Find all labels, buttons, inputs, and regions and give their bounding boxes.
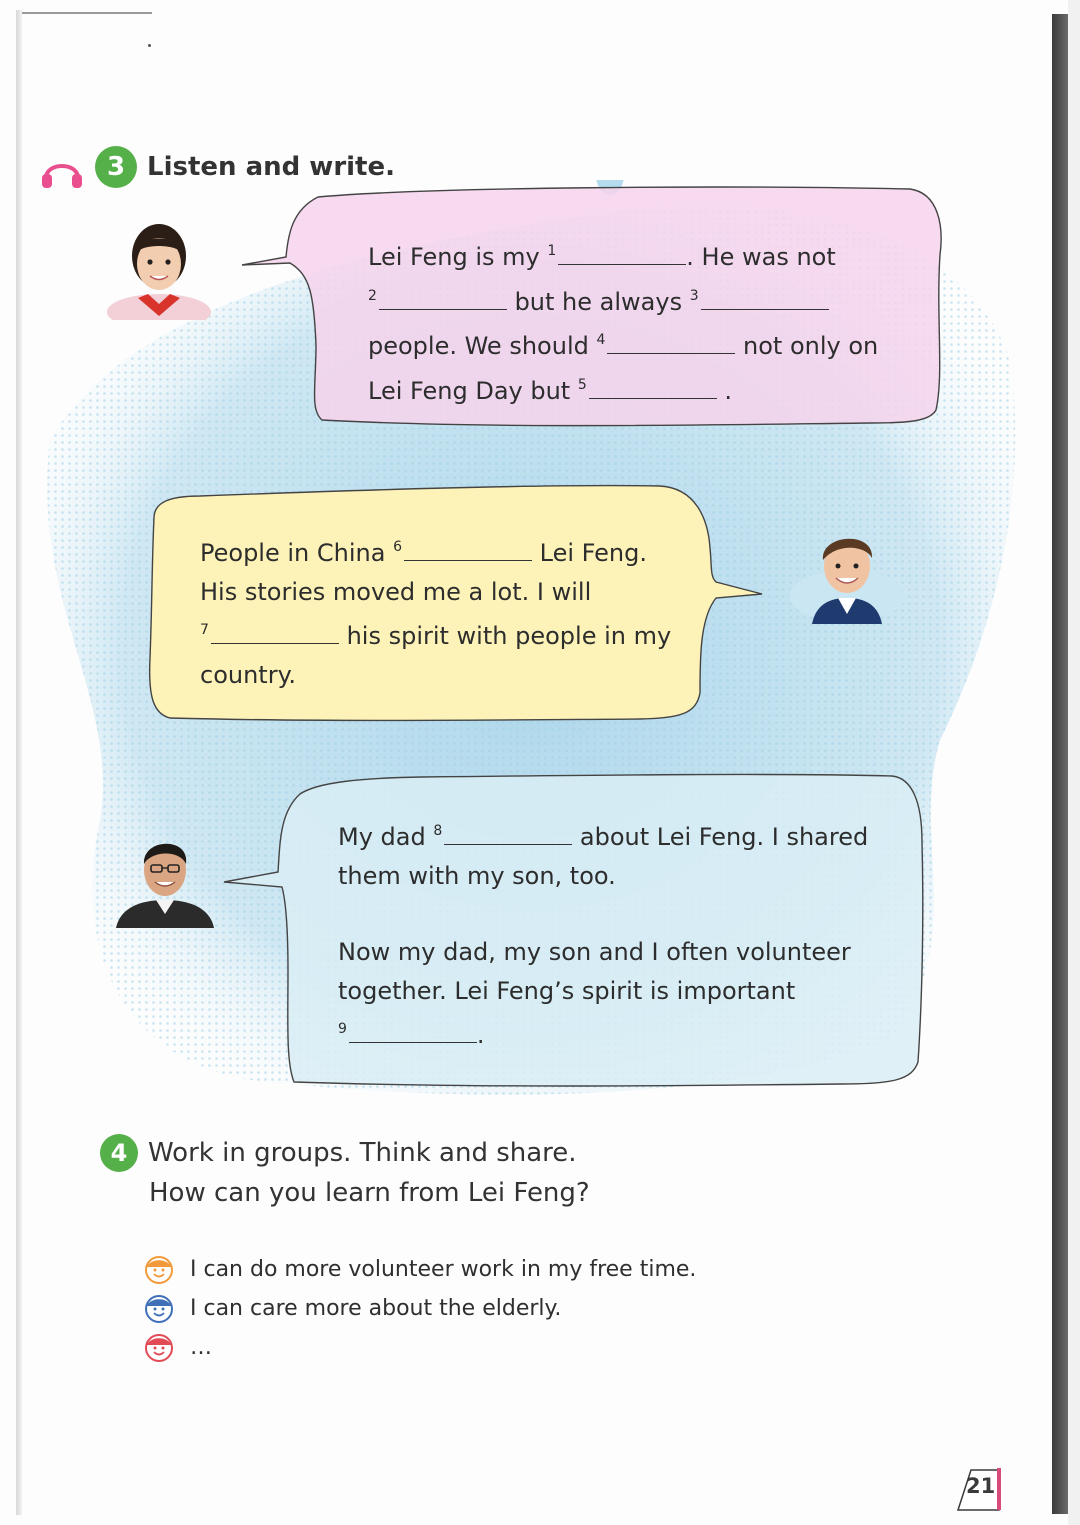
blank-number: 1 bbox=[547, 243, 557, 259]
text-run: people. We should bbox=[368, 332, 597, 360]
text-run: his spirit with people in my bbox=[346, 622, 672, 650]
text-run: His stories moved me a lot. I will bbox=[200, 577, 592, 606]
text-run: Lei Feng is my bbox=[368, 243, 548, 271]
blank-number: 8 bbox=[433, 823, 443, 839]
smiley-red-icon bbox=[144, 1333, 174, 1363]
text-run: . bbox=[476, 1021, 485, 1049]
section-number-badge: 3 bbox=[95, 146, 137, 188]
boy-avatar bbox=[790, 518, 905, 624]
text-run: . He was not bbox=[686, 243, 836, 271]
blank-number: 5 bbox=[577, 376, 587, 393]
page-number: 21 bbox=[966, 1474, 996, 1498]
text-run: . bbox=[724, 376, 733, 405]
bubble-3-text bbox=[338, 812, 868, 1055]
bubble-1-text bbox=[368, 232, 878, 410]
ideas-list bbox=[144, 1250, 696, 1367]
blank-number: 7 bbox=[200, 622, 209, 638]
blank-5[interactable] bbox=[589, 377, 717, 399]
blank-9[interactable] bbox=[349, 1021, 477, 1043]
paragraph-gap bbox=[338, 895, 868, 933]
section-title: Work in groups. Think and share. bbox=[148, 1138, 577, 1168]
text-run: about Lei Feng. I shared bbox=[579, 823, 869, 851]
text-run: People in China bbox=[200, 539, 394, 567]
blank-8[interactable] bbox=[444, 823, 572, 845]
blank-7[interactable] bbox=[211, 622, 339, 644]
blank-3[interactable] bbox=[701, 288, 829, 310]
scan-speck bbox=[148, 44, 151, 47]
smiley-blue-icon bbox=[144, 1294, 174, 1324]
page-right-margin bbox=[1068, 0, 1080, 1525]
text-run: Lei Feng Day but bbox=[368, 376, 578, 405]
headphones-icon[interactable] bbox=[40, 152, 84, 190]
section-number-badge: 4 bbox=[100, 1134, 138, 1172]
blank-1[interactable] bbox=[558, 243, 686, 265]
list-item bbox=[144, 1250, 696, 1289]
section-3-header bbox=[95, 146, 395, 188]
man-avatar bbox=[112, 832, 218, 928]
text-run: not only on bbox=[743, 332, 879, 360]
girl-avatar bbox=[104, 212, 214, 320]
idea-text: … bbox=[190, 1335, 212, 1360]
text-run: My dad bbox=[338, 823, 434, 851]
idea-text: I can do more volunteer work in my free time. bbox=[190, 1257, 697, 1282]
list-item bbox=[144, 1289, 696, 1328]
page-binding-shadow bbox=[1052, 14, 1068, 1514]
text-run: together. Lei Feng’s spirit is important bbox=[338, 976, 796, 1005]
blank-number: 6 bbox=[393, 539, 402, 555]
smiley-orange-icon bbox=[144, 1255, 174, 1285]
page-top-edge bbox=[22, 12, 152, 14]
text-run: country. bbox=[200, 660, 296, 689]
bubble-2-text bbox=[200, 528, 671, 694]
text-run: but he always bbox=[514, 287, 690, 316]
blank-number: 2 bbox=[368, 287, 377, 304]
idea-text: I can care more about the elderly. bbox=[190, 1296, 562, 1321]
blank-4[interactable] bbox=[607, 332, 735, 354]
blank-number: 9 bbox=[338, 1021, 347, 1037]
text-run: Now my dad, my son and I often volunteer bbox=[338, 938, 851, 966]
text-run: Lei Feng. bbox=[539, 539, 647, 567]
section-question: How can you learn from Lei Feng? bbox=[149, 1178, 590, 1208]
section-4-header bbox=[100, 1134, 577, 1172]
blank-number: 4 bbox=[596, 332, 606, 348]
blank-6[interactable] bbox=[404, 539, 532, 561]
blank-2[interactable] bbox=[379, 288, 507, 310]
list-item bbox=[144, 1328, 696, 1367]
blank-number: 3 bbox=[689, 287, 699, 304]
section-title: Listen and write. bbox=[147, 152, 395, 182]
text-run: them with my son, too. bbox=[338, 861, 616, 890]
